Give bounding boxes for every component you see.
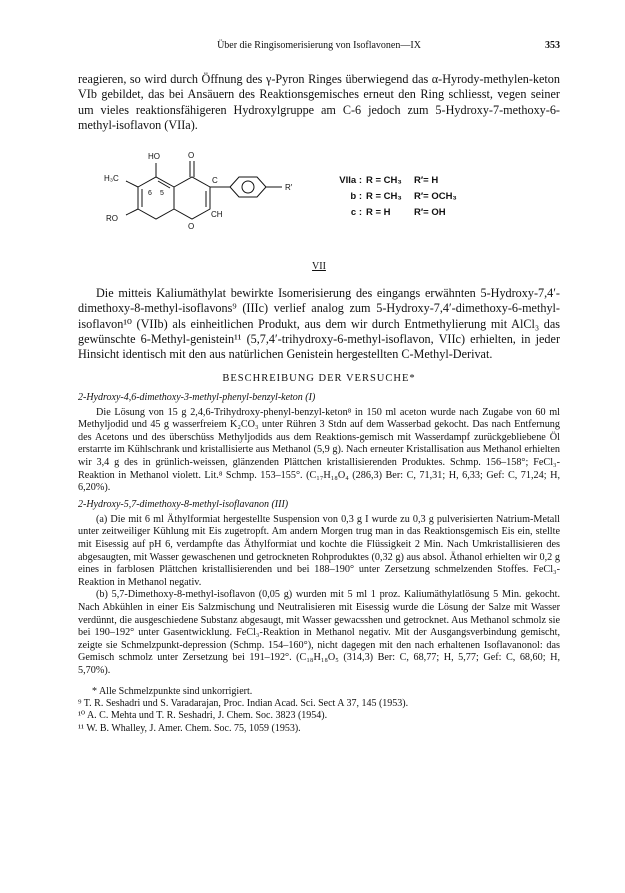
label-position-6: 6 <box>148 190 152 198</box>
label-carbonyl-o: O <box>188 151 195 161</box>
variant-row: b : R = CH₃ R′= OCH₃ <box>350 191 457 203</box>
running-title: Über die Ringisomerisierung von Isoflavonen—IX <box>217 40 421 51</box>
running-header <box>78 40 560 56</box>
subsection-title: 2-Hydroxy-4,6-dimethoxy-3-methyl-phenyl-benzyl-keton (I) <box>78 391 316 403</box>
experimental-paragraph: Die Lösung von 15 g 2,4,6-Trihydroxy-phenyl-benzyl-keton⁸ in 150 ml aceton wurde nach Zugabe von 60 ml Methyljodid und 45 g wasserfreiem K₂CO₃ unter Rühren 3 Stdn auf dem Wasserbad gekocht. Das nach Entfernung des Acetons und des überschüss Methyljodids aus dem Reaktions-gemisch mit Wasserdampf zurückgebliebene Öl erstarrte im Kühlschrank und kristallisierte aus Methanol (5,9 g). Nach erneuter Kristallisation aus Methanol erhielten wir 3,4 g des in grünlich-weissen, glänzenden Plättchen kristallisierenden Produktes. Schmp. 156–158°; FeCl₃-Reaktion in Methanol violett. Lit.⁸ Schmp. 153–155°. (C₁₇H₁₈O₄ (286,3) Ber: C, 71,31; H, 6,33; Gef: C, 71,24; H, 6,20%). <box>78 406 560 494</box>
footnote: ¹¹ W. B. Whalley, J. Amer. Chem. Soc. 75, 1059 (1953). <box>78 722 301 734</box>
chemical-structure-figure <box>78 147 560 267</box>
label-c: C <box>212 176 218 186</box>
label-ch: CH <box>211 210 223 220</box>
ring-a-shape <box>138 177 174 219</box>
subsection-title: 2-Hydroxy-5,7-dimethoxy-8-methyl-isoflavanon (III) <box>78 498 289 510</box>
label-ring-o: O <box>188 222 195 232</box>
substituent-table <box>328 173 457 221</box>
journal-page <box>78 40 560 735</box>
isoflavone-structure <box>98 147 328 259</box>
label-ho: HO <box>148 152 160 162</box>
variant-row: VIIa : R = CH₃ R′= H <box>339 175 439 187</box>
label-h3c: H₃C <box>104 174 119 184</box>
footnotes <box>78 686 560 736</box>
structure-number: VII <box>312 261 326 273</box>
experimental-paragraph: (a) Die mit 6 ml Äthylformiat hergestellte Suspension von 0,3 g I wurde zu 0,3 g pulverisierten Natrium-Metall unter zeitweiliger Kühlung mit Eis zugetropft. Am andern Morgen trug man in das Reaktionsgemisch Eis ein, stellte mit Eisessig auf pH 6, verdampfte das Äthylformiat und kochte die Flüssigkeit 2 Min. Nach Umkristallisieren des abgesaugten, mit Wasser gewaschenen und getrockneten Rohproduktes (0,32 g) aus absol. Äthanol erhielten wir 0,2 g eines in farblosen Plättchen kristallisierenden und bei 188–190° unter Zersetzung schmelzenden Stoffes. FeCl₃-Reaktion in Methanol negativ. <box>78 513 560 588</box>
label-ro: RO <box>106 214 118 224</box>
ring-c-shape <box>174 177 210 219</box>
ring-b-shape <box>230 177 266 197</box>
experimental-paragraph: (b) 5,7-Dimethoxy-8-methyl-isoflavon (0,05 g) wurden mit 5 ml 1 proz. Kaliumäthylatlösung 5 Min. gekocht. Nach Abkühlen in einer Eis Salzmischung und Neutralisieren mit Eisessig wurde die Lösung der Salze mit Wasser verdünnt, die ausgeschiedene Substanz abgesaugt, mit Wasser gewacsshen und getrocknet. Aus Methanol schmolz sie bei 190–192° unter Gasentwicklung. FeCl₃-Reaktion in Methanol negativ. Mit der Ausgangsverbindung gemischt, zeigte sie Schmelzpunkt-depression (Schmp. 154–160°), nicht dagegen mit den nach erhaltenen Isoflavanonol: das Gemisch schmolz unter Zersetzung bei 191–192°. (C₁₈H₁₈O₅ (314,3) Ber: C, 68,77; H, 5,77; Gef: C, 68,60; H, 5,70%). <box>78 589 560 676</box>
label-r-prime: R′ <box>285 183 293 193</box>
section-title: BESCHREIBUNG DER VERSUCHE* <box>222 372 416 384</box>
footnote: ¹⁰ A. C. Mehta und T. R. Seshadri, J. Chem. Soc. 3823 (1954). <box>78 710 328 722</box>
footnote: * Alle Schmelzpunkte sind unkorrigiert. <box>92 685 253 697</box>
label-position-5: 5 <box>160 190 164 198</box>
intro-paragraph: reagieren, so wird durch Öffnung des γ-Pyron Ringes überwiegend das α-Hyrody-methylen-keton VIb gebildet, das bei Ansäuern des Reaktionsgemisches erneut den Ring schliesst, vegen seiner um vieles reaktionsfähigeren Hydroxylgruppe am C-6 jedoch zum 5-Hydroxy-7-methoxy-6-methyl-isoflavon (VIIa). <box>78 72 560 132</box>
page-number: 353 <box>545 40 560 51</box>
variant-row: c : R = H R′= OH <box>350 207 446 219</box>
footnote: ⁹ T. R. Seshadri und S. Varadarajan, Proc. Indian Acad. Sci. Sect A 37, 145 (1953). <box>78 697 409 709</box>
body-paragraph: Die mitteis Kaliumäthylat bewirkte Isomerisierung des eingangs erwähnten 5-Hydroxy-7,4′-dimethoxy-8-methyl-isoflavons⁹ (IIIc) verlief analog zum 5-Hydroxy-7,4′-dimethoxy-6-methyl-isoflavon¹⁰ (VIIb) als einheitlichen Produkt, aus dem wir durch Entmethylierung mit AlCl₃ das gewünschte 6-Methyl-genistein¹¹ (5,7,4′-trihydroxy-6-methyl-isoflavon, VIIc) erhielten, in jeder Hinsicht identisch mit den aus natürlichen Genistein hergestellten C-Methyl-Derivat. <box>78 286 560 362</box>
